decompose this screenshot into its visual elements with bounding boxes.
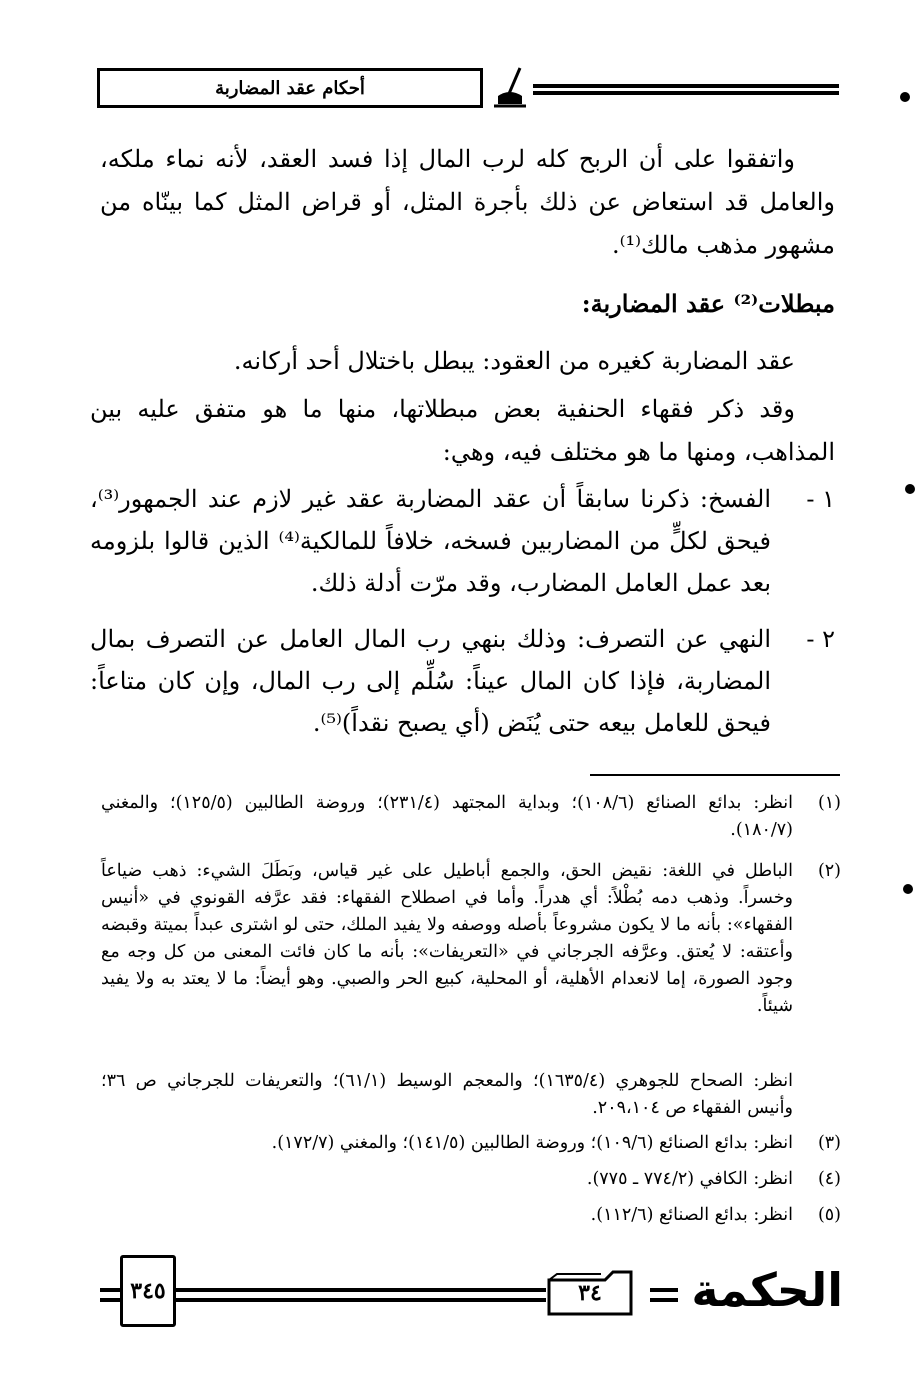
footnote-2-sources [101,1068,841,1122]
page-number: ٣٤٥ [130,1278,166,1304]
section-heading: مبطلات⁽²⁾ عقد المضاربة: [581,289,835,318]
list-item-number: ٢ - [806,625,835,653]
paragraph-1: واتفقوا على أن الربح كله لرب المال إذا فسد العقد، لأنه نماء ملكه، والعامل قد استعاض عن ذلك بأجرة المثل، أو قراض المثل كما بينّاه من مشهور مذهب مالك⁽¹⁾. [100,145,835,259]
footer-rule-right [650,1298,678,1302]
footnote-number: (٤) [817,1169,841,1189]
running-header-title: أحكام عقد المضاربة [215,77,365,99]
footnote-text: انظر: الصحاح للجوهري (١٦٣٥/٤)؛ والمعجم الوسيط (٦١/١)؛ والتعريفات للجرجاني ص ٣٦؛ وأنيس الفقهاء ص ٢٠٩،١٠٤. [101,1071,793,1118]
paragraph-3: وقد ذكر فقهاء الحنفية بعض مبطلاتها، منها ما هو متفق عليه بين المذاهب، ومنها ما هو مختلف فيه، وهي: [90,395,835,466]
footnote-4 [101,1166,841,1193]
footnote-number: (٢) [817,861,841,881]
margin-dot [905,484,915,494]
margin-dot [900,92,910,102]
issue-number: ٣٤ [578,1280,602,1306]
list-item-number: ١ - [806,485,835,513]
paragraph-2: عقد المضاربة كغيره من العقود: يبطل باختلال أحد أركانه. [233,347,795,375]
list-item-2 [90,618,835,744]
footnote-number: (١) [817,793,841,813]
list-item-text: النهي عن التصرف: وذلك بنهي رب المال العامل عن التصرف بمال المضاربة، فإذا كان المال عيناً: سُلِّم إلى رب المال، وإن كان متاعاً: فيحق للعامل بيعه حتى يُنَض (أي يصبح نقداً)⁽⁵⁾. [90,625,772,737]
header-rule-lines [533,84,839,100]
footnote-number: (٥) [817,1205,841,1225]
footnote-5 [101,1202,841,1229]
footer-rule-middle [176,1298,546,1302]
footnote-separator [590,774,840,776]
footnote-text: انظر: بدائع الصنائع (١٠٩/٦)؛ وروضة الطالبين (١٤١/٥)؛ والمغني (١٧٢/٧). [271,1133,793,1153]
journal-logo: الحكمة [691,1263,843,1317]
footnote-2 [101,858,841,1020]
footnote-text: انظر: الكافي (٧٧٤/٢ ـ ٧٧٥). [586,1169,793,1189]
footer-rule-left [100,1298,120,1302]
footer-rule-middle [176,1288,546,1292]
pen-inkwell-icon [490,66,530,110]
running-header [97,68,483,108]
footnote-number: (٣) [817,1133,841,1153]
footnote-text: الباطل في اللغة: نقيض الحق، والجمع أباطيل على غير قياس، وبَطَلَ الشيء: ذهب ضياعاً وخسراً. وذهب دمه بُطْلاً: أي هدراً. وأما في اصطلاح الفقهاء: فقد عرَّفه القونوي في «أنيس الفقهاء»: بأنه ما لا يكون مشروعاً بأصله ووصفه ولا يفيد الملك، حتى لو اشترى عبداً بميتة وقبضه وأعتقه: لا يُعتق. وعرَّفه الجرجاني في «التعريفات»: بأنه ما كان فائت المعنى من كل وجه مع وجود الصورة، إما لانعدام الأهلية، أو المحلية، كبيع الحر والصبي. وهو أيضاً: ما لا يعتد به ولا يفيد شيئاً. [101,861,793,1016]
footer-rule-right [650,1288,678,1292]
footnote-text: انظر: بدائع الصنائع (١١٢/٦). [590,1205,793,1225]
page-number-box [120,1255,176,1327]
footer-rule-left [100,1288,120,1292]
margin-dot [903,884,913,894]
footnote-1 [101,790,841,844]
issue-number-badge [545,1270,635,1316]
list-item-1 [90,478,835,604]
footnote-3 [101,1130,841,1157]
footnote-text: انظر: بدائع الصنائع (١٠٨/٦)؛ وبداية المجتهد (٢٣١/٤)؛ وروضة الطالبين (١٢٥/٥)؛ والمغني (١٨٠/٧). [101,793,793,840]
list-item-text: الفسخ: ذكرنا سابقاً أن عقد المضاربة عقد غير لازم عند الجمهور⁽³⁾، فيحق لكلٍّ من المضاربين فسخه، خلافاً للمالكية⁽⁴⁾ الذين قالوا بلزومه بعد عمل العامل المضارب، وقد مرّت أدلة ذلك. [90,485,771,597]
